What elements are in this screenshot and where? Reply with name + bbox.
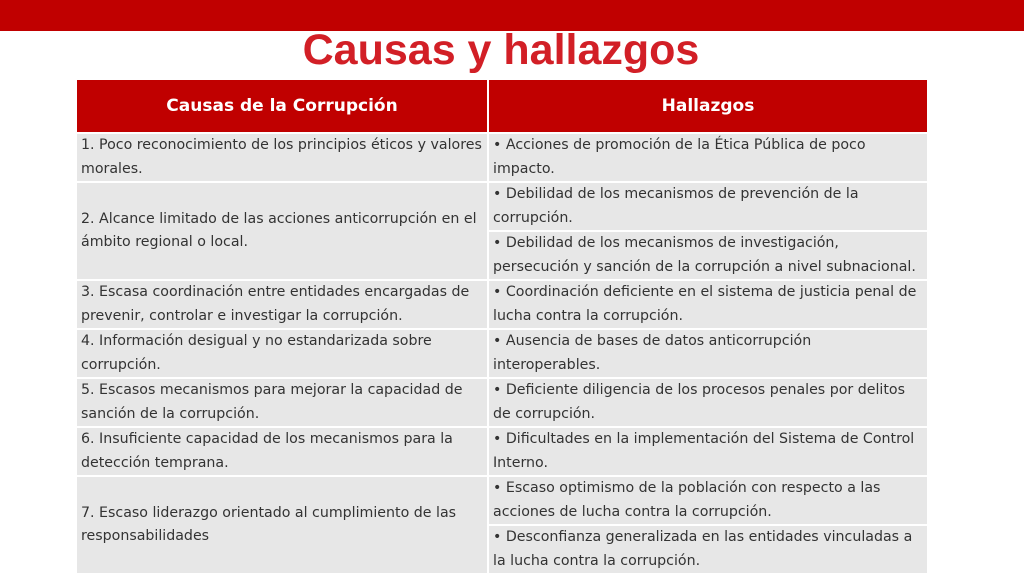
table-row xyxy=(77,280,927,329)
finding-cell: • Ausencia de bases de datos anticorrupción interoperables. xyxy=(488,329,927,378)
finding-cell: • Coordinación deficiente en el sistema de justicia penal de lucha contra la corrupción. xyxy=(488,280,927,329)
cause-cell: 2. Alcance limitado de las acciones anticorrupción en el ámbito regional o local. xyxy=(77,182,488,280)
cause-cell: 6. Insuficiente capacidad de los mecanismos para la detección temprana. xyxy=(77,427,488,476)
table-row xyxy=(77,427,927,476)
header-findings: Hallazgos xyxy=(488,80,927,133)
table-row xyxy=(77,378,927,427)
slide-title: Causas y hallazgos xyxy=(302,26,700,74)
header-causes: Causas de la Corrupción xyxy=(77,80,488,133)
causes-findings-table xyxy=(77,80,927,575)
cause-cell: 4. Información desigual y no estandarizada sobre corrupción. xyxy=(77,329,488,378)
cause-cell: 3. Escasa coordinación entre entidades encargadas de prevenir, controlar e investigar la corrupción. xyxy=(77,280,488,329)
finding-cell: • Desconfianza generalizada en las entidades vinculadas a la lucha contra la corrupción. xyxy=(488,525,927,574)
finding-cell: • Deficiente diligencia de los procesos penales por delitos de corrupción. xyxy=(488,378,927,427)
table-row xyxy=(77,476,927,525)
cause-cell: 7. Escaso liderazgo orientado al cumplimiento de las responsabilidades xyxy=(77,476,488,574)
finding-cell: • Dificultades en la implementación del Sistema de Control Interno. xyxy=(488,427,927,476)
finding-cell: • Debilidad de los mecanismos de investigación, persecución y sanción de la corrupción a nivel subnacional. xyxy=(488,231,927,280)
finding-cell: • Escaso optimismo de la población con respecto a las acciones de lucha contra la corrupción. xyxy=(488,476,927,525)
finding-cell: • Acciones de promoción de la Ética Pública de poco impacto. xyxy=(488,133,927,182)
table-row xyxy=(77,329,927,378)
cause-cell: 5. Escasos mecanismos para mejorar la capacidad de sanción de la corrupción. xyxy=(77,378,488,427)
finding-cell: • Debilidad de los mecanismos de prevención de la corrupción. xyxy=(488,182,927,231)
cause-cell: 1. Poco reconocimiento de los principios éticos y valores morales. xyxy=(77,133,488,182)
table-row xyxy=(77,182,927,231)
table-header-row xyxy=(77,80,927,133)
table-row xyxy=(77,133,927,182)
